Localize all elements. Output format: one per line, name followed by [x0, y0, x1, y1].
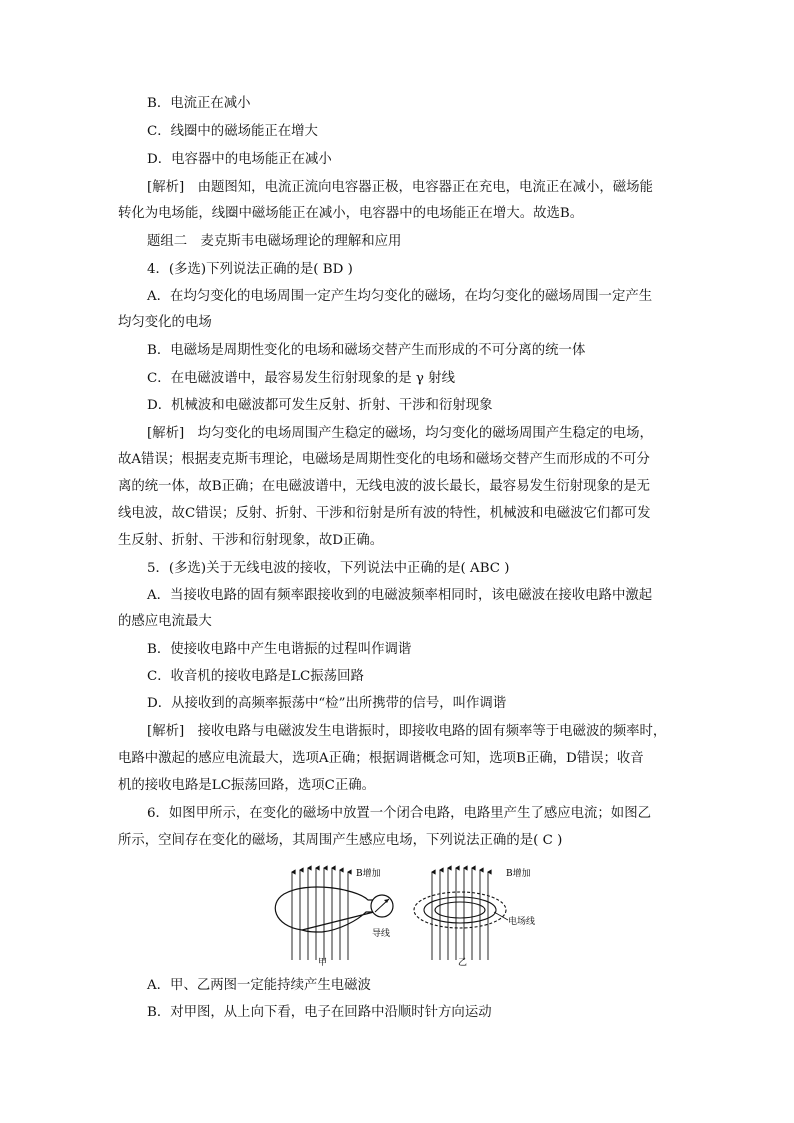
induced-field-loops: [414, 892, 506, 928]
option-b-q5: B．使接收电路中产生电谐振的过程叫作调谐: [147, 642, 412, 657]
label-b-increase-yi: B增加: [506, 869, 531, 879]
option-b-q6: B．对甲图，从上向下看，电子在回路中沿顺时针方向运动: [147, 1005, 492, 1020]
analysis-q3-line-2: 转化为电场能，线圈中磁场能正在减小，电容器中的电场能正在增大。故选B。: [118, 206, 584, 221]
option-a-q5-line-1: A．当接收电路的固有频率跟接收到的电磁波频率相同时，该电磁波在接收电路中激起: [147, 588, 653, 603]
question-4: 4．(多选)下列说法正确的是( BD ): [147, 262, 353, 277]
option-a-q5-line-2: 的感应电流最大: [118, 614, 212, 629]
analysis-q4-line-4: 线电波，故C错误；反射、折射、干涉和衍射是所有波的特性，机械波和电磁波它们都可发: [118, 506, 651, 521]
option-d-q4: D．机械波和电磁波都可发生反射、折射、干涉和衍射现象: [147, 398, 493, 413]
option-a-q6: A．甲、乙两图一定能持续产生电磁波: [147, 978, 371, 993]
option-a-q4-line-2: 均匀变化的电场: [118, 315, 212, 330]
caption-yi: 乙: [458, 958, 468, 968]
option-c-q4: C．在电磁波谱中，最容易发生衍射现象的是 γ 射线: [147, 371, 455, 386]
analysis-q4-line-1: [解析] 均匀变化的电场周围产生稳定的磁场，均匀变化的磁场周围产生稳定的电场，: [147, 426, 653, 441]
option-c-q5: C．收音机的接收电路是LC振荡回路: [147, 669, 364, 684]
field-lines-jia: [292, 868, 348, 960]
section-heading: 题组二 麦克斯韦电磁场理论的理解和应用: [147, 234, 402, 249]
diagram-jia: [275, 867, 393, 968]
analysis-q4-line-5: 生反射、折射、干涉和衍射现象，故D正确。: [118, 533, 384, 548]
question-6-figure: [262, 860, 538, 968]
label-b-increase-jia: B增加: [356, 869, 381, 879]
option-b-q4: B．电磁场是周期性变化的电场和磁场交替产生而形成的不可分离的统一体: [147, 343, 586, 358]
question-5: 5．(多选)关于无线电波的接收，下列说法中正确的是( ABC ): [147, 561, 510, 576]
label-electric-field-lines: 电场线: [508, 917, 536, 927]
option-d-q3: D．电容器中的电场能正在减小: [147, 152, 332, 167]
analysis-q5-line-2: 电路中激起的感应电流最大，选项A正确；根据调谐概念可知，选项B正确，D错误；收音: [118, 751, 644, 766]
analysis-q3-line-1: [解析] 由题图知，电流正流向电容器正极，电容器正在充电，电流正在减小，磁场能: [147, 180, 653, 195]
field-lines-yi: [432, 868, 488, 960]
option-b-q3: B．电流正在减小: [147, 96, 251, 111]
question-6-line-1: 6．如图甲所示，在变化的磁场中放置一个闭合电路，电路里产生了感应电流；如图乙: [147, 806, 651, 821]
label-wire: 导线: [372, 929, 391, 939]
question-6-line-2: 所示，空间存在变化的磁场，其周围产生感应电场，下列说法正确的是( C ): [118, 833, 563, 848]
diagram-yi: [414, 867, 535, 968]
ammeter-icon: [371, 895, 393, 917]
analysis-q4-line-2: 故A错误；根据麦克斯韦理论，电磁场是周期性变化的电场和磁场交替产生而形成的不可分: [118, 452, 650, 467]
caption-jia: 甲: [318, 958, 328, 968]
analysis-q5-line-3: 机的接收电路是LC振荡回路，选项C正确。: [118, 778, 376, 793]
option-c-q3: C．线圈中的磁场能正在增大: [147, 124, 318, 139]
option-d-q5: D．从接收到的高频率振荡中“检”出所携带的信号，叫作调谐: [147, 696, 507, 711]
option-a-q4-line-1: A．在均匀变化的电场周围一定产生均匀变化的磁场，在均匀变化的磁场周围一定产生: [147, 289, 653, 304]
analysis-q4-line-3: 离的统一体，故B正确；在电磁波谱中，无线电波的波长最长，最容易发生衍射现象的是无: [118, 479, 651, 494]
analysis-q5-line-1: [解析] 接收电路与电磁波发生电谐振时，即接收电路的固有频率等于电磁波的频率时，: [147, 724, 667, 739]
